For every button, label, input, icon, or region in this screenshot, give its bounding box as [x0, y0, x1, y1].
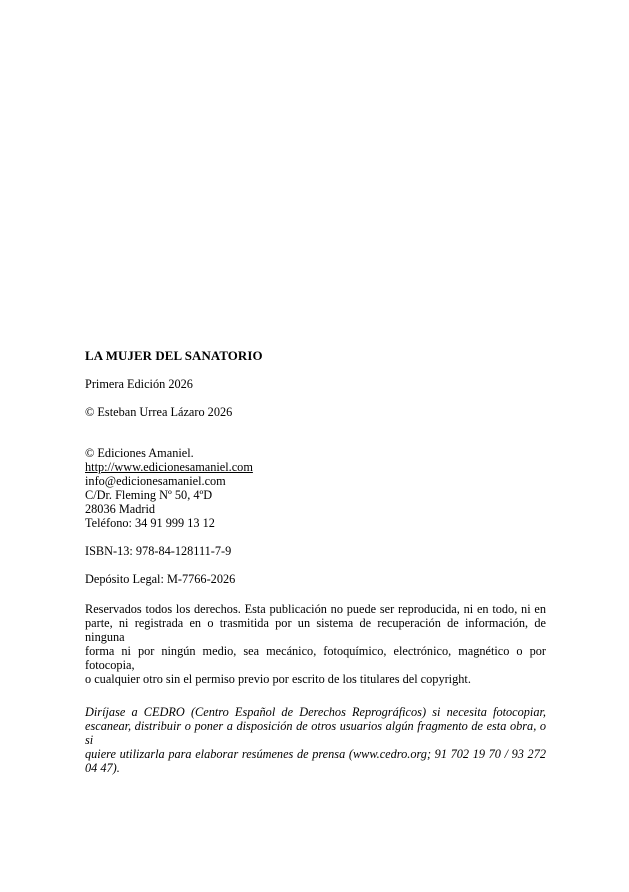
publisher-address-city: 28036 Madrid	[85, 502, 156, 516]
legal-deposit-line: Depósito Legal: M-7766-2026	[85, 572, 236, 586]
publisher-email-line: info@edicionesamaniel.com	[85, 474, 226, 488]
rights-notice-paragraph	[85, 602, 546, 686]
rights-notice-line: Reservados todos los derechos. Esta publicación no puede ser reproducida, ni en todo, ni en	[85, 602, 546, 616]
publisher-website-line	[85, 460, 546, 474]
cedro-notice-paragraph	[85, 705, 546, 775]
cedro-notice-line: quiere utilizarla para elaborar resúmenes de prensa (www.cedro.org; 91 702 19 70 / 93 272	[85, 747, 546, 761]
publisher-address-street: C/Dr. Fleming Nº 50, 4ºD	[85, 488, 213, 502]
rights-notice-line: parte, ni registrada en o trasmitida por un sistema de recuperación de información, de ninguna	[85, 616, 546, 644]
publisher-copyright-line: © Ediciones Amaniel.	[85, 446, 194, 460]
edition-line: Primera Edición 2026	[85, 377, 193, 391]
copyright-content-block	[85, 349, 546, 775]
cedro-notice-line: 04 47).	[85, 761, 120, 775]
author-copyright-line: © Esteban Urrea Lázaro 2026	[85, 405, 233, 419]
rights-notice-line: o cualquier otro sin el permiso previo por escrito de los titulares del copyright.	[85, 672, 471, 686]
publisher-website-link[interactable]: http://www.edicionesamaniel.com	[85, 460, 253, 474]
rights-notice-line: forma ni por ningún medio, sea mecánico, fotoquímico, electrónico, magnético o por fotocopia,	[85, 644, 546, 672]
isbn-line: ISBN-13: 978-84-128111-7-9	[85, 544, 232, 558]
book-title: LA MUJER DEL SANATORIO	[85, 349, 263, 363]
publisher-block	[85, 446, 546, 530]
cedro-notice-line: escanear, distribuir o poner a disposición de otros usuarios algún fragmento de esta obra, o si	[85, 719, 546, 747]
cedro-notice-line: Diríjase a CEDRO (Centro Español de Derechos Reprográficos) si necesita fotocopiar,	[85, 705, 546, 719]
publisher-phone-line: Teléfono: 34 91 999 13 12	[85, 516, 215, 530]
